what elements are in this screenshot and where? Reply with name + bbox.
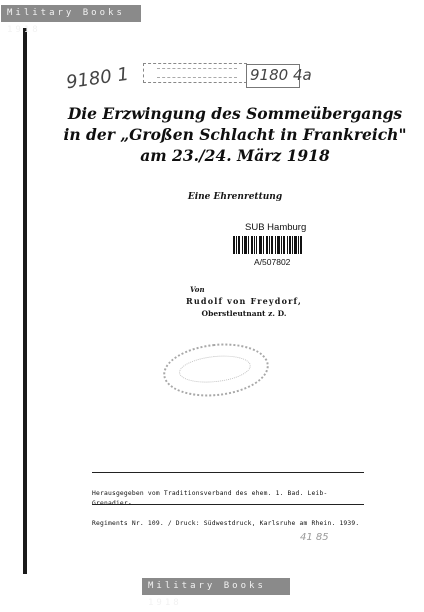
title-line-2: in der „Großen Schlacht in Frankreich": [63, 125, 407, 144]
book-title: [60, 103, 410, 166]
title-line-3: am 23./24. März 1918: [140, 146, 330, 165]
library-oval-stamp: [161, 339, 272, 402]
title-line-1: Die Erzwingung des Sommeübergangs: [67, 104, 403, 123]
handwritten-shelfmark-right: 9180 4a: [250, 66, 312, 84]
footer-rule-top: [92, 472, 364, 473]
publisher-imprint: [92, 479, 364, 539]
library-accession-number: A/507802: [254, 257, 291, 267]
watermark-bottom: Military Books 1918: [142, 578, 290, 595]
barcode-icon: [233, 236, 303, 254]
watermark-top: Military Books 1918: [1, 5, 141, 22]
library-barcode-sticker: [227, 219, 307, 269]
library-stamp-lines: [157, 68, 237, 78]
library-name: SUB Hamburg: [245, 222, 307, 233]
imprint-line-2: Regiments Nr. 109. / Druck: Südwestdruck, Karlsruhe am Rhein. 1939.: [92, 520, 360, 527]
footer-rule-bottom: [92, 504, 364, 505]
author-name: Rudolf von Freydorf,: [186, 296, 302, 306]
handwritten-note-bottom: 41 85: [300, 532, 329, 543]
book-subtitle: Eine Ehrenrettung: [187, 192, 283, 202]
page-left-edge: [23, 28, 27, 574]
author-rank: Oberstleutnant z. D.: [201, 309, 287, 318]
byline-von: Von: [190, 285, 205, 294]
imprint-line-1: Herausgegeben vom Traditionsverband des ehem. 1. Bad. Leib-: [92, 490, 328, 497]
handwritten-shelfmark-left: 9180 1: [64, 63, 131, 94]
